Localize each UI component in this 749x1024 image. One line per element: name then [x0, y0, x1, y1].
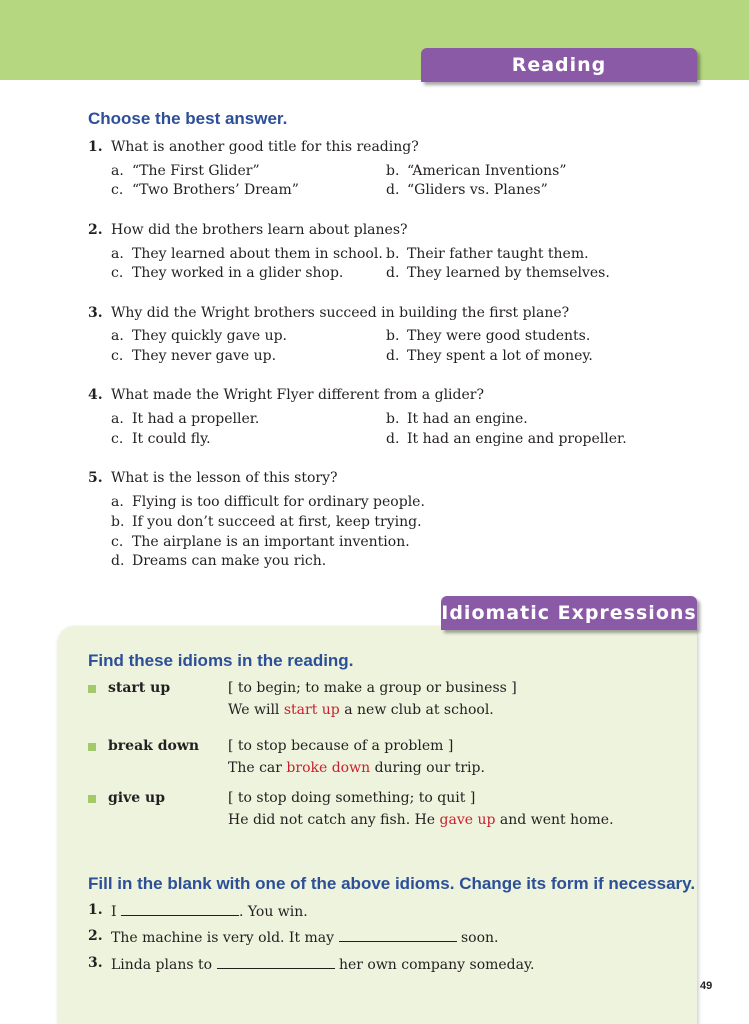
- option-text: If you don’t succeed at first, keep trying.: [132, 514, 422, 530]
- question-number: 3.: [88, 305, 103, 321]
- option-text: Dreams can make you rich.: [132, 553, 327, 569]
- option-letter: d.: [386, 265, 400, 281]
- fill-number: 1.: [88, 902, 103, 918]
- idiom-highlight: broke down: [286, 760, 371, 776]
- option-letter: c.: [111, 534, 124, 550]
- idiomatic-expressions-tab: Idiomatic Expressions: [441, 596, 697, 630]
- page-number: 49: [700, 980, 713, 992]
- option-text: Flying is too difficult for ordinary people.: [132, 494, 425, 510]
- option-letter: b.: [386, 246, 400, 262]
- question-number: 4.: [88, 387, 103, 403]
- fill-instruction: Fill in the blank with one of the above idioms. Change its form if necessary.: [88, 874, 696, 893]
- idiom-term: start up: [108, 680, 171, 696]
- idiom-definition: [ to stop doing something; to quit ]: [228, 790, 476, 806]
- idioms-instruction: Find these idioms in the reading.: [88, 651, 354, 670]
- option-text: “The First Glider”: [132, 163, 260, 179]
- reading-instruction: Choose the best answer.: [88, 109, 288, 128]
- option-text: It could fly.: [132, 431, 211, 447]
- option-letter: b.: [111, 514, 125, 530]
- idiom-highlight: start up: [283, 702, 340, 718]
- bullet-icon: [88, 743, 96, 751]
- option-letter: c.: [111, 182, 124, 198]
- option-text: Their father taught them.: [407, 246, 589, 262]
- answer-blank[interactable]: [339, 928, 457, 942]
- idiom-highlight: gave up: [439, 812, 496, 828]
- answer-blank[interactable]: [121, 902, 239, 916]
- option-letter: b.: [386, 163, 400, 179]
- option-text: The airplane is an important invention.: [132, 534, 410, 550]
- option-letter: b.: [386, 411, 400, 427]
- option-letter: c.: [111, 265, 124, 281]
- option-letter: c.: [111, 348, 124, 364]
- idiom-example: We will start up a new club at school.: [228, 702, 494, 718]
- question-text: Why did the Wright brothers succeed in building the first plane?: [111, 305, 570, 321]
- idiom-definition: [ to stop because of a problem ]: [228, 738, 454, 754]
- question-number: 1.: [88, 139, 103, 155]
- option-text: It had a propeller.: [132, 411, 260, 427]
- question-text: What is the lesson of this story?: [111, 470, 338, 486]
- option-letter: b.: [386, 328, 400, 344]
- fill-number: 3.: [88, 955, 103, 971]
- option-text: They never gave up.: [132, 348, 277, 364]
- answer-blank[interactable]: [217, 955, 335, 969]
- fill-number: 2.: [88, 928, 103, 944]
- option-letter: a.: [111, 163, 124, 179]
- option-text: They learned about them in school.: [132, 246, 383, 262]
- idiom-example: The car broke down during our trip.: [228, 760, 485, 776]
- option-text: It had an engine.: [407, 411, 528, 427]
- option-letter: d.: [386, 348, 400, 364]
- idiom-term: give up: [108, 790, 165, 806]
- option-letter: a.: [111, 328, 124, 344]
- question-number: 2.: [88, 222, 103, 238]
- option-letter: a.: [111, 411, 124, 427]
- option-text: “American Inventions”: [407, 163, 567, 179]
- option-letter: d.: [386, 182, 400, 198]
- reading-comprehension-tab: Reading Comprehension: [421, 48, 697, 82]
- question-number: 5.: [88, 470, 103, 486]
- option-text: They quickly gave up.: [132, 328, 287, 344]
- option-text: They learned by themselves.: [407, 265, 610, 281]
- option-text: “Gliders vs. Planes”: [407, 182, 548, 198]
- idiom-example: He did not catch any fish. He gave up and went home.: [228, 812, 614, 828]
- option-letter: c.: [111, 431, 124, 447]
- option-text: They were good students.: [407, 328, 591, 344]
- idiom-definition: [ to begin; to make a group or business ]: [228, 680, 517, 696]
- option-letter: d.: [111, 553, 125, 569]
- option-text: They worked in a glider shop.: [132, 265, 344, 281]
- option-letter: a.: [111, 246, 124, 262]
- question-text: How did the brothers learn about planes?: [111, 222, 408, 238]
- fill-sentence: The machine is very old. It may soon.: [111, 930, 499, 946]
- question-text: What made the Wright Flyer different from a glider?: [111, 387, 484, 403]
- option-text: They spent a lot of money.: [407, 348, 593, 364]
- option-text: It had an engine and propeller.: [407, 431, 627, 447]
- question-text: What is another good title for this reading?: [111, 139, 419, 155]
- idiom-term: break down: [108, 738, 200, 754]
- option-letter: a.: [111, 494, 124, 510]
- option-text: “Two Brothers’ Dream”: [132, 182, 299, 198]
- bullet-icon: [88, 685, 96, 693]
- bullet-icon: [88, 795, 96, 803]
- fill-sentence: Linda plans to her own company someday.: [111, 957, 535, 973]
- option-letter: d.: [386, 431, 400, 447]
- fill-sentence: I . You win.: [111, 904, 308, 920]
